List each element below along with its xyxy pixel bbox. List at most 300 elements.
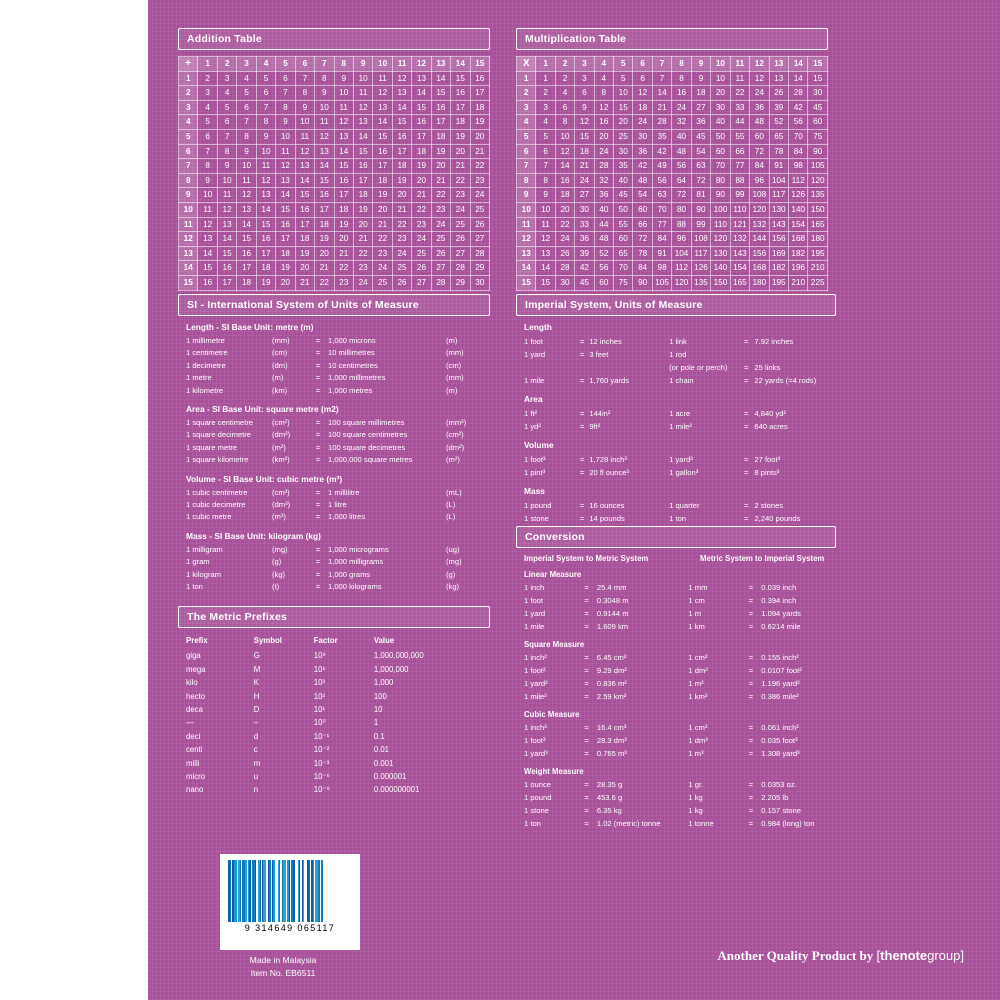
table-cell: 140 <box>789 202 808 217</box>
table-cell: 13 <box>769 71 788 86</box>
si-to-symbol: (mm) <box>446 373 464 383</box>
si-row <box>186 442 490 454</box>
table-cell: 12 <box>575 115 594 130</box>
si-equals: = <box>315 360 321 370</box>
table-cell: 56 <box>672 159 691 174</box>
table-cell: 117 <box>691 246 710 261</box>
imperial-right-to: 25 links <box>754 363 781 372</box>
imperial-section <box>516 294 836 525</box>
table-cell: 13 <box>392 86 411 101</box>
table-cell: 4 <box>198 100 217 115</box>
table-cell: 13 <box>315 144 334 159</box>
conv-left-eq: = <box>584 653 589 662</box>
table-cell: 26 <box>451 232 470 247</box>
imperial-right-eq: = <box>744 409 749 418</box>
table-cell: 1 <box>536 71 555 86</box>
conv-left-to: 16.4 cm³ <box>596 723 627 732</box>
table-cell: 28 <box>431 275 450 290</box>
bracket-open: [ <box>876 948 881 963</box>
table-cell: 17 <box>373 159 392 174</box>
table-cell: 63 <box>652 188 671 203</box>
si-equals: = <box>315 582 321 592</box>
table-cell: 52 <box>769 115 788 130</box>
table-cell: 25 <box>431 232 450 247</box>
conv-right-from: 1 dm² <box>688 666 708 675</box>
table-cell: 60 <box>750 129 769 144</box>
table-cell: 14 <box>431 71 450 86</box>
imperial-left-from: 1 foot³ <box>524 455 546 464</box>
imperial-right-from: 1 link <box>669 337 687 346</box>
conversion-row <box>524 804 836 817</box>
imperial-left-from: 1 stone <box>524 514 549 523</box>
table-cell: 27 <box>470 232 489 247</box>
imperial-right-eq: = <box>744 363 749 372</box>
conv-right-eq: = <box>748 749 754 758</box>
metric-prefixes-body <box>178 634 490 797</box>
table-cell: 6 <box>198 129 217 144</box>
conversion-row <box>524 594 836 607</box>
imperial-right-to: 4,840 yd² <box>754 409 787 418</box>
prefix-symbol: H <box>253 691 260 701</box>
table-cell: 17 <box>276 232 295 247</box>
conv-right-from: 1 km² <box>688 692 708 701</box>
table-cell: 26 <box>431 246 450 261</box>
table-cell: 18 <box>470 100 489 115</box>
table-cell: 120 <box>808 173 828 188</box>
table-cell: 20 <box>451 144 470 159</box>
table-cell: 21 <box>353 232 372 247</box>
table-cell: 22 <box>373 232 392 247</box>
conv-right-to: 0.0353 oz. <box>761 780 797 789</box>
table-cell: 117 <box>769 188 788 203</box>
col-header: 2 <box>217 57 236 72</box>
table-cell: 11 <box>730 71 749 86</box>
prefix-factor: 10⁹ <box>313 651 326 661</box>
table-cell: 27 <box>431 261 450 276</box>
table-cell: 13 <box>353 115 372 130</box>
conversion-group-heading: Weight Measure <box>524 767 584 776</box>
prefix-symbol: d <box>253 731 259 741</box>
conv-right-from: 1 mm <box>688 583 708 592</box>
row-header: 2 <box>517 86 536 101</box>
conv-right-to: 2.205 lb <box>761 793 789 802</box>
table-cell: 24 <box>373 261 392 276</box>
conv-right-from: 1 m³ <box>688 749 704 758</box>
prefix-value: 1,000,000 <box>373 664 409 674</box>
table-cell: 15 <box>614 100 633 115</box>
prefix-name: centi <box>186 745 203 755</box>
table-cell: 10 <box>353 71 372 86</box>
table-cell: 22 <box>730 86 749 101</box>
table-cell: 17 <box>353 173 372 188</box>
table-row <box>517 100 828 115</box>
row-header: 4 <box>517 115 536 130</box>
table-cell: 4 <box>217 86 236 101</box>
si-from: 1 metre <box>186 373 212 383</box>
si-to-symbol: (mm) <box>446 348 464 358</box>
table-cell: 32 <box>594 173 613 188</box>
table-cell: 22 <box>334 261 353 276</box>
table-cell: 132 <box>750 217 769 232</box>
table-cell: 14 <box>295 173 314 188</box>
table-cell: 18 <box>237 275 256 290</box>
imperial-right-eq: = <box>744 468 749 477</box>
table-cell: 5 <box>256 71 275 86</box>
table-cell: 182 <box>769 261 788 276</box>
si-from-symbol: (dm) <box>272 360 288 370</box>
conv-right-eq: = <box>748 679 754 688</box>
table-cell: 23 <box>451 188 470 203</box>
si-row <box>186 511 490 523</box>
table-cell: 84 <box>750 159 769 174</box>
imperial-right-eq <box>738 348 754 361</box>
row-header: 13 <box>179 246 198 261</box>
table-cell: 80 <box>672 202 691 217</box>
prefix-name: — <box>186 718 194 728</box>
conv-right-from: 1 km <box>688 622 705 631</box>
table-cell: 16 <box>373 144 392 159</box>
prefix-row <box>186 757 490 770</box>
table-cell: 24 <box>431 217 450 232</box>
table-cell: 39 <box>575 246 594 261</box>
table-cell: 54 <box>691 144 710 159</box>
imperial-group-heading: Mass <box>524 486 545 496</box>
table-cell: 17 <box>237 261 256 276</box>
addition-table-section <box>178 28 490 291</box>
si-from-symbol: (km²) <box>272 455 290 465</box>
table-cell: 17 <box>315 202 334 217</box>
table-cell: 10 <box>276 129 295 144</box>
multiplication-table-title: Multiplication Table <box>516 28 828 50</box>
conversion-row <box>524 607 836 620</box>
table-cell: 13 <box>256 188 275 203</box>
table-cell: 7 <box>217 129 236 144</box>
table-cell: 16 <box>295 202 314 217</box>
table-row <box>517 159 828 174</box>
prefix-row <box>186 783 490 796</box>
table-cell: 35 <box>614 159 633 174</box>
table-cell: 18 <box>276 246 295 261</box>
si-to-symbol: (m²) <box>446 455 460 465</box>
table-row <box>179 217 490 232</box>
table-row <box>517 261 828 276</box>
conv-right-eq: = <box>748 609 754 618</box>
si-to: 1,000 micrograms <box>328 544 389 554</box>
table-cell: 15 <box>451 71 470 86</box>
table-cell: 11 <box>276 144 295 159</box>
row-header: 14 <box>517 261 536 276</box>
table-cell: 56 <box>652 173 671 188</box>
table-cell: 121 <box>730 217 749 232</box>
imperial-right-from: 1 mile² <box>669 422 692 431</box>
table-cell: 90 <box>711 188 730 203</box>
table-cell: 180 <box>750 275 769 290</box>
table-cell: 13 <box>198 232 217 247</box>
table-cell: 15 <box>412 100 431 115</box>
conversion-column-headers <box>524 554 836 563</box>
si-from-symbol: (m²) <box>272 442 286 452</box>
table-cell: 15 <box>295 188 314 203</box>
conv-right-to: 0.386 mile² <box>761 692 799 701</box>
conv-left-to: 9.29 dm² <box>596 666 627 675</box>
prefix-name: nano <box>186 785 204 795</box>
table-cell: 100 <box>711 202 730 217</box>
col-header: 1 <box>536 57 555 72</box>
col-header: 10 <box>711 57 730 72</box>
conv-right-to: 0.061 inch³ <box>761 723 799 732</box>
prefix-factor: 10³ <box>313 678 326 688</box>
table-cell: 16 <box>315 188 334 203</box>
table-cell: 26 <box>769 86 788 101</box>
si-from-symbol: (m³) <box>272 512 286 522</box>
conversion-group-heading: Cubic Measure <box>524 710 580 719</box>
conv-right-to: 1.196 yard² <box>761 679 800 688</box>
table-cell: 16 <box>412 115 431 130</box>
prefix-row <box>186 690 490 703</box>
table-cell: 17 <box>392 144 411 159</box>
table-cell: 12 <box>315 129 334 144</box>
col-header: 7 <box>652 57 671 72</box>
table-cell: 60 <box>594 275 613 290</box>
table-cell: 2 <box>555 71 574 86</box>
table-cell: 210 <box>789 275 808 290</box>
table-cell: 140 <box>711 261 730 276</box>
prefix-value: 1,000,000,000 <box>373 651 424 661</box>
table-cell: 24 <box>555 232 574 247</box>
conv-right-to: 0.157 stone <box>761 806 801 815</box>
imperial-right-from: 1 yard³ <box>669 455 693 464</box>
table-cell: 195 <box>769 275 788 290</box>
imperial-right-from: 1 quarter <box>669 501 700 510</box>
table-cell: 15 <box>276 202 295 217</box>
table-cell: 60 <box>633 202 652 217</box>
table-cell: 19 <box>315 232 334 247</box>
brand-footer <box>717 948 964 964</box>
made-in-label: Made in Malaysia <box>249 955 317 965</box>
table-cell: 75 <box>614 275 633 290</box>
brand-group: group <box>927 948 961 963</box>
row-header: 4 <box>179 115 198 130</box>
table-cell: 105 <box>808 159 828 174</box>
imperial-right-eq: = <box>744 337 749 346</box>
si-from: 1 decimetre <box>186 360 226 370</box>
table-cell: 7 <box>652 71 671 86</box>
si-from: 1 square centimetre <box>186 418 254 428</box>
table-cell: 8 <box>315 71 334 86</box>
table-cell: 21 <box>470 144 489 159</box>
table-cell: 63 <box>691 159 710 174</box>
table-cell: 126 <box>789 188 808 203</box>
si-group-heading: Length - SI Base Unit: metre (m) <box>186 322 314 332</box>
table-cell: 20 <box>711 86 730 101</box>
si-from: 1 centimetre <box>186 348 228 358</box>
imperial-row <box>524 335 836 348</box>
bracket-close: ] <box>960 948 964 963</box>
table-cell: 165 <box>730 275 749 290</box>
prefix-symbol: D <box>253 705 260 715</box>
conv-right-from: 1 kg <box>688 806 703 815</box>
imperial-right-eq: = <box>744 422 749 431</box>
table-cell: 9 <box>198 173 217 188</box>
table-cell: 77 <box>652 217 671 232</box>
table-cell: 26 <box>412 261 431 276</box>
table-cell: 44 <box>730 115 749 130</box>
table-cell: 28 <box>470 246 489 261</box>
si-to: 1,000 litres <box>328 512 366 522</box>
table-cell: 48 <box>750 115 769 130</box>
conv-left-to: 28.35 g <box>596 780 623 789</box>
table-cell: 60 <box>808 115 828 130</box>
table-cell: 13 <box>334 129 353 144</box>
table-cell: 126 <box>691 261 710 276</box>
prefix-name: deci <box>186 731 201 741</box>
conv-right-eq: = <box>748 596 754 605</box>
table-cell: 40 <box>594 202 613 217</box>
row-header: 9 <box>179 188 198 203</box>
table-cell: 20 <box>334 232 353 247</box>
si-group-heading: Mass - SI Base Unit: kilogram (kg) <box>186 530 321 541</box>
table-corner: + <box>179 57 198 72</box>
row-header: 8 <box>179 173 198 188</box>
table-cell: 23 <box>373 246 392 261</box>
table-cell: 15 <box>431 86 450 101</box>
conv-left-eq: = <box>584 780 589 789</box>
table-cell: 9 <box>334 71 353 86</box>
table-cell: 8 <box>555 115 574 130</box>
conversion-row <box>524 791 836 804</box>
si-from: 1 milligram <box>186 544 223 554</box>
table-cell: 10 <box>711 71 730 86</box>
table-cell: 12 <box>536 232 555 247</box>
table-cell: 169 <box>769 246 788 261</box>
imperial-left-from: 1 ft² <box>524 409 538 418</box>
prefix-symbol: u <box>253 772 259 782</box>
imperial-left-to <box>589 361 669 374</box>
table-cell: 12 <box>373 86 392 101</box>
table-cell: 104 <box>672 246 691 261</box>
table-cell: 17 <box>470 86 489 101</box>
prefix-header-row <box>186 634 490 647</box>
imperial-group-heading: Volume <box>524 440 554 450</box>
imperial-right-to: 7.92 inches <box>754 337 794 346</box>
conv-left-to: 0.765 m³ <box>596 749 627 758</box>
imperial-right-to: 8 pints³ <box>754 468 780 477</box>
table-cell: 23 <box>353 261 372 276</box>
col-header: 2 <box>555 57 574 72</box>
table-cell: 70 <box>711 159 730 174</box>
table-cell: 108 <box>750 188 769 203</box>
table-cell: 13 <box>536 246 555 261</box>
table-cell: 18 <box>256 261 275 276</box>
barcode-number: 9 314649 065117 <box>244 923 336 933</box>
table-cell: 25 <box>412 246 431 261</box>
table-row <box>517 71 828 86</box>
imperial-left-to: 3 feet <box>589 350 609 359</box>
si-row <box>186 385 490 397</box>
conv-left-eq: = <box>584 666 589 675</box>
table-row <box>517 202 828 217</box>
table-cell: 8 <box>237 129 256 144</box>
table-cell: 28 <box>451 261 470 276</box>
conv-left-to: 0.836 m² <box>596 679 627 688</box>
table-cell: 168 <box>750 261 769 276</box>
conversion-row <box>524 778 836 791</box>
table-cell: 10 <box>334 86 353 101</box>
table-cell: 54 <box>633 188 652 203</box>
col-header: 5 <box>276 57 295 72</box>
table-cell: 120 <box>711 232 730 247</box>
brand-the: the <box>880 948 900 963</box>
conv-left-eq: = <box>584 609 589 618</box>
imperial-right-to <box>754 348 836 361</box>
row-header: 11 <box>517 217 536 232</box>
prefix-value: 1,000 <box>373 678 394 688</box>
table-cell: 13 <box>217 217 236 232</box>
conv-right-eq: = <box>748 806 754 815</box>
row-header: 6 <box>517 144 536 159</box>
table-cell: 11 <box>217 188 236 203</box>
table-cell: 21 <box>392 202 411 217</box>
si-row <box>186 417 490 429</box>
table-cell: 36 <box>594 188 613 203</box>
col-header: 8 <box>672 57 691 72</box>
conv-right-eq: = <box>748 736 754 745</box>
table-cell: 17 <box>451 100 470 115</box>
conv-left-from: 1 inch <box>524 583 545 592</box>
table-cell: 14 <box>392 100 411 115</box>
prefix-row <box>186 703 490 716</box>
table-cell: 17 <box>412 129 431 144</box>
prefix-symbol: c <box>253 745 258 755</box>
row-header: 5 <box>517 129 536 144</box>
table-cell: 55 <box>614 217 633 232</box>
si-equals: = <box>315 569 321 579</box>
table-cell: 8 <box>198 159 217 174</box>
table-cell: 17 <box>256 246 275 261</box>
table-cell: 168 <box>789 232 808 247</box>
table-cell: 14 <box>237 217 256 232</box>
table-cell: 16 <box>451 86 470 101</box>
si-from-symbol: (m) <box>272 373 284 383</box>
table-cell: 154 <box>789 217 808 232</box>
table-cell: 5 <box>217 100 236 115</box>
prefix-value: 0.01 <box>373 745 390 755</box>
row-header: 15 <box>517 275 536 290</box>
table-cell: 28 <box>594 159 613 174</box>
si-to-symbol: (mm²) <box>446 418 467 428</box>
table-cell: 20 <box>555 202 574 217</box>
imperial-right-eq: = <box>744 514 749 523</box>
conv-left-from: 1 mile <box>524 622 545 631</box>
col-header: 9 <box>691 57 710 72</box>
table-cell: 16 <box>334 173 353 188</box>
table-cell: 5 <box>237 86 256 101</box>
table-cell: 35 <box>652 129 671 144</box>
table-cell: 10 <box>198 188 217 203</box>
si-to: 1,000 millimetres <box>328 373 386 383</box>
conv-left-from: 1 yard² <box>524 679 548 688</box>
table-cell: 10 <box>315 100 334 115</box>
table-cell: 27 <box>412 275 431 290</box>
si-to-symbol: (m) <box>446 336 458 345</box>
table-cell: 66 <box>730 144 749 159</box>
conv-left-from: 1 pound <box>524 793 552 802</box>
table-cell: 18 <box>555 188 574 203</box>
table-row <box>179 100 490 115</box>
imperial-row <box>524 348 836 361</box>
table-cell: 3 <box>198 86 217 101</box>
col-header: 15 <box>470 57 489 72</box>
